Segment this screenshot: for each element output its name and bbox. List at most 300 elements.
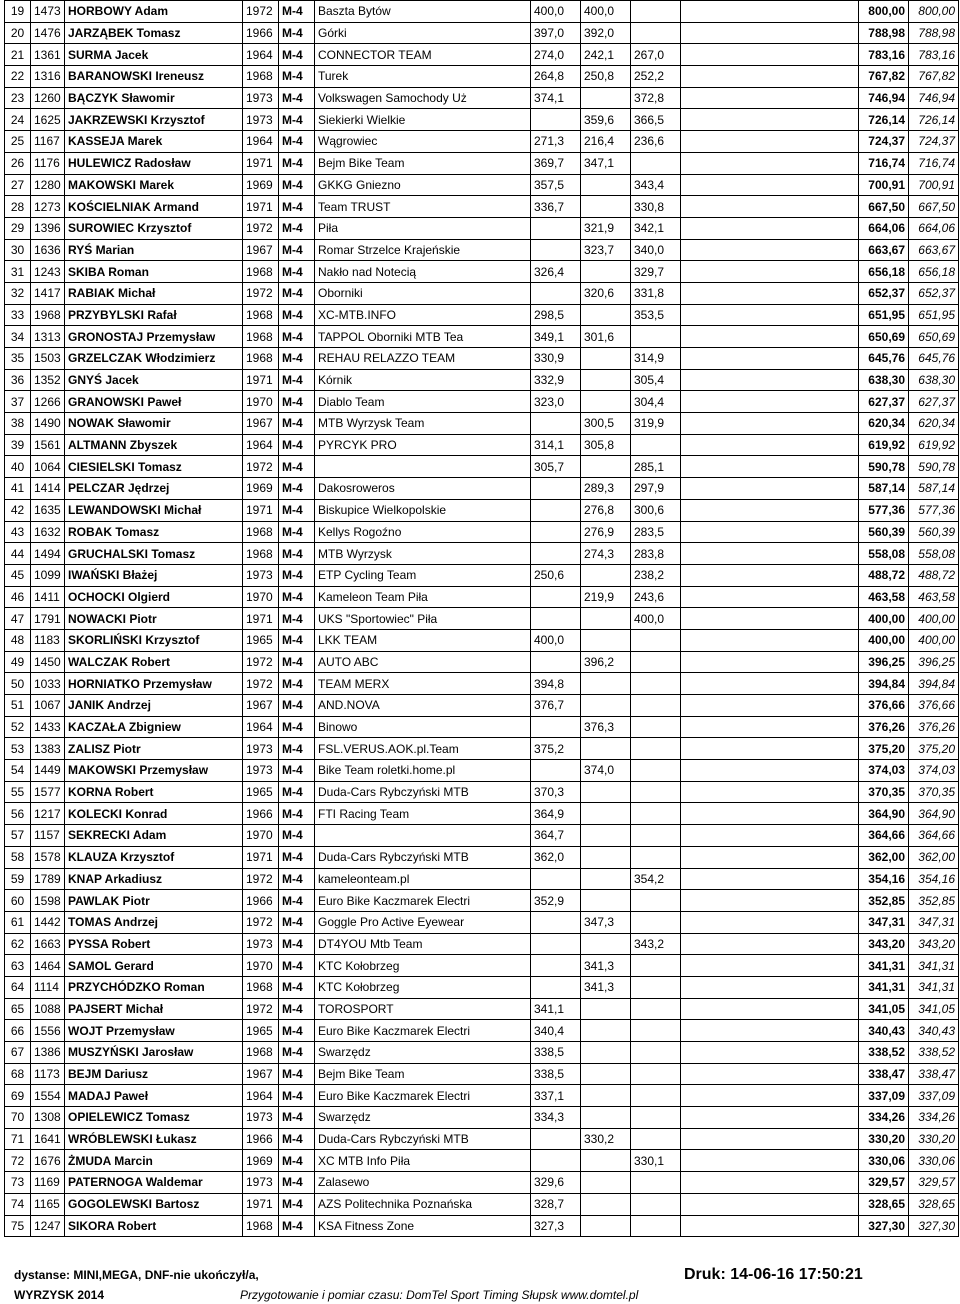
score1-cell: 305,7: [531, 456, 581, 478]
score1-cell: 370,3: [531, 781, 581, 803]
total-cell: 783,16: [859, 44, 909, 66]
place-cell: 73: [5, 1172, 31, 1194]
club-cell: MTB Wyrzysk: [315, 543, 531, 565]
total-cell: 341,31: [859, 976, 909, 998]
place-cell: 45: [5, 564, 31, 586]
spacer-cell: [681, 66, 859, 88]
total-cell: 400,00: [859, 629, 909, 651]
score3-cell: 329,7: [631, 261, 681, 283]
total-italic-cell: 656,18: [909, 261, 959, 283]
total-italic-cell: 664,06: [909, 217, 959, 239]
rider-name-cell: KASSEJA Marek: [65, 131, 243, 153]
score2-cell: 276,8: [581, 499, 631, 521]
bib-cell: 1386: [31, 1042, 65, 1064]
table-row: [5, 955, 959, 977]
score3-cell: 353,5: [631, 304, 681, 326]
rider-name-cell: IWAŃSKI Błażej: [65, 564, 243, 586]
bib-cell: 1414: [31, 478, 65, 500]
score1-cell: [531, 413, 581, 435]
category-cell: M-4: [279, 760, 315, 782]
place-cell: 75: [5, 1215, 31, 1237]
results-table: [4, 0, 959, 1237]
rider-name-cell: GRUCHALSKI Tomasz: [65, 543, 243, 565]
category-cell: M-4: [279, 911, 315, 933]
score2-cell: [581, 781, 631, 803]
score1-cell: [531, 955, 581, 977]
bib-cell: 1632: [31, 521, 65, 543]
rider-name-cell: WOJT Przemysław: [65, 1020, 243, 1042]
total-cell: 327,30: [859, 1215, 909, 1237]
total-cell: 667,50: [859, 196, 909, 218]
table-row: [5, 499, 959, 521]
birth-year-cell: 1972: [243, 282, 279, 304]
birth-year-cell: 1972: [243, 868, 279, 890]
rider-name-cell: SURMA Jacek: [65, 44, 243, 66]
bib-cell: 1280: [31, 174, 65, 196]
total-italic-cell: 645,76: [909, 348, 959, 370]
club-cell: KTC Kołobrzeg: [315, 976, 531, 998]
birth-year-cell: 1967: [243, 695, 279, 717]
total-italic-cell: 327,30: [909, 1215, 959, 1237]
birth-year-cell: 1965: [243, 629, 279, 651]
spacer-cell: [681, 326, 859, 348]
birth-year-cell: 1968: [243, 304, 279, 326]
total-cell: 800,00: [859, 1, 909, 23]
spacer-cell: [681, 369, 859, 391]
score3-cell: [631, 1085, 681, 1107]
table-row: [5, 1172, 959, 1194]
club-cell: Swarzędz: [315, 1107, 531, 1129]
spacer-cell: [681, 976, 859, 998]
spacer-cell: [681, 499, 859, 521]
category-cell: M-4: [279, 66, 315, 88]
place-cell: 60: [5, 890, 31, 912]
total-cell: 362,00: [859, 846, 909, 868]
birth-year-cell: 1964: [243, 1085, 279, 1107]
place-cell: 67: [5, 1042, 31, 1064]
category-cell: M-4: [279, 1063, 315, 1085]
score2-cell: [581, 1020, 631, 1042]
score2-cell: [581, 261, 631, 283]
birth-year-cell: 1968: [243, 976, 279, 998]
total-cell: 656,18: [859, 261, 909, 283]
birth-year-cell: 1972: [243, 1, 279, 23]
spacer-cell: [681, 629, 859, 651]
score1-cell: 336,7: [531, 196, 581, 218]
score1-cell: 340,4: [531, 1020, 581, 1042]
score2-cell: [581, 564, 631, 586]
spacer-cell: [681, 261, 859, 283]
score2-cell: [581, 87, 631, 109]
bib-cell: 1157: [31, 825, 65, 847]
total-cell: 394,84: [859, 673, 909, 695]
category-cell: M-4: [279, 109, 315, 131]
score1-cell: [531, 586, 581, 608]
score1-cell: 337,1: [531, 1085, 581, 1107]
rider-name-cell: PELCZAR Jędrzej: [65, 478, 243, 500]
birth-year-cell: 1964: [243, 716, 279, 738]
place-cell: 41: [5, 478, 31, 500]
category-cell: M-4: [279, 1215, 315, 1237]
score1-cell: 400,0: [531, 629, 581, 651]
total-italic-cell: 746,94: [909, 87, 959, 109]
category-cell: M-4: [279, 608, 315, 630]
bib-cell: 1169: [31, 1172, 65, 1194]
score2-cell: [581, 608, 631, 630]
score3-cell: [631, 673, 681, 695]
bib-cell: 1247: [31, 1215, 65, 1237]
score1-cell: 328,7: [531, 1193, 581, 1215]
place-cell: 39: [5, 434, 31, 456]
score2-cell: [581, 174, 631, 196]
total-italic-cell: 619,92: [909, 434, 959, 456]
spacer-cell: [681, 673, 859, 695]
birth-year-cell: 1971: [243, 152, 279, 174]
table-row: [5, 890, 959, 912]
score3-cell: 304,4: [631, 391, 681, 413]
total-cell: 620,34: [859, 413, 909, 435]
rider-name-cell: PATERNOGA Waldemar: [65, 1172, 243, 1194]
spacer-cell: [681, 955, 859, 977]
place-cell: 25: [5, 131, 31, 153]
score3-cell: 319,9: [631, 413, 681, 435]
total-italic-cell: 726,14: [909, 109, 959, 131]
rider-name-cell: HULEWICZ Radosław: [65, 152, 243, 174]
spacer-cell: [681, 586, 859, 608]
score2-cell: 374,0: [581, 760, 631, 782]
rider-name-cell: SUROWIEC Krzysztof: [65, 217, 243, 239]
category-cell: M-4: [279, 44, 315, 66]
score1-cell: [531, 911, 581, 933]
table-row: [5, 976, 959, 998]
total-italic-cell: 788,98: [909, 22, 959, 44]
category-cell: M-4: [279, 868, 315, 890]
birth-year-cell: 1973: [243, 760, 279, 782]
table-row: [5, 998, 959, 1020]
table-row: [5, 564, 959, 586]
birth-year-cell: 1973: [243, 87, 279, 109]
bib-cell: 1088: [31, 998, 65, 1020]
category-cell: M-4: [279, 22, 315, 44]
score3-cell: 243,6: [631, 586, 681, 608]
bib-cell: 1352: [31, 369, 65, 391]
score3-cell: 354,2: [631, 868, 681, 890]
place-cell: 34: [5, 326, 31, 348]
score2-cell: 330,2: [581, 1128, 631, 1150]
bib-cell: 1556: [31, 1020, 65, 1042]
category-cell: M-4: [279, 1172, 315, 1194]
club-cell: Euro Bike Kaczmarek Electri: [315, 1085, 531, 1107]
category-cell: M-4: [279, 1193, 315, 1215]
total-italic-cell: 590,78: [909, 456, 959, 478]
place-cell: 24: [5, 109, 31, 131]
total-cell: 590,78: [859, 456, 909, 478]
place-cell: 35: [5, 348, 31, 370]
table-row: [5, 1085, 959, 1107]
score1-cell: 394,8: [531, 673, 581, 695]
spacer-cell: [681, 217, 859, 239]
total-italic-cell: 352,85: [909, 890, 959, 912]
birth-year-cell: 1972: [243, 998, 279, 1020]
place-cell: 49: [5, 651, 31, 673]
rider-name-cell: PRZYBYLSKI Rafał: [65, 304, 243, 326]
score1-cell: 357,5: [531, 174, 581, 196]
score1-cell: 314,1: [531, 434, 581, 456]
bib-cell: 1114: [31, 976, 65, 998]
spacer-cell: [681, 152, 859, 174]
birth-year-cell: 1964: [243, 44, 279, 66]
total-italic-cell: 362,00: [909, 846, 959, 868]
place-cell: 74: [5, 1193, 31, 1215]
score1-cell: [531, 608, 581, 630]
score3-cell: 305,4: [631, 369, 681, 391]
total-cell: 627,37: [859, 391, 909, 413]
category-cell: M-4: [279, 521, 315, 543]
score3-cell: 238,2: [631, 564, 681, 586]
total-italic-cell: 627,37: [909, 391, 959, 413]
bib-cell: 1167: [31, 131, 65, 153]
score3-cell: [631, 1172, 681, 1194]
place-cell: 43: [5, 521, 31, 543]
total-cell: 337,09: [859, 1085, 909, 1107]
category-cell: M-4: [279, 304, 315, 326]
category-cell: M-4: [279, 391, 315, 413]
score2-cell: 347,3: [581, 911, 631, 933]
place-cell: 32: [5, 282, 31, 304]
bib-cell: 1442: [31, 911, 65, 933]
category-cell: M-4: [279, 629, 315, 651]
total-cell: 375,20: [859, 738, 909, 760]
rider-name-cell: CIESIELSKI Tomasz: [65, 456, 243, 478]
birth-year-cell: 1966: [243, 890, 279, 912]
table-row: [5, 369, 959, 391]
score3-cell: [631, 434, 681, 456]
total-italic-cell: 620,34: [909, 413, 959, 435]
score2-cell: 276,9: [581, 521, 631, 543]
total-italic-cell: 364,90: [909, 803, 959, 825]
score2-cell: 219,9: [581, 586, 631, 608]
footer-distances: dystanse: MINI,MEGA, DNF-nie ukończył/a,: [14, 1268, 259, 1282]
spacer-cell: [681, 1020, 859, 1042]
score1-cell: 326,4: [531, 261, 581, 283]
category-cell: M-4: [279, 478, 315, 500]
score1-cell: 264,8: [531, 66, 581, 88]
score1-cell: [531, 716, 581, 738]
rider-name-cell: WALCZAK Robert: [65, 651, 243, 673]
club-cell: Piła: [315, 217, 531, 239]
total-cell: 650,69: [859, 326, 909, 348]
club-cell: Wągrowiec: [315, 131, 531, 153]
total-cell: 364,90: [859, 803, 909, 825]
score1-cell: [531, 282, 581, 304]
score3-cell: 342,1: [631, 217, 681, 239]
category-cell: M-4: [279, 1085, 315, 1107]
total-italic-cell: 341,31: [909, 976, 959, 998]
bib-cell: 1308: [31, 1107, 65, 1129]
club-cell: TAPPOL Oborniki MTB Tea: [315, 326, 531, 348]
total-cell: 376,26: [859, 716, 909, 738]
rider-name-cell: RABIAK Michał: [65, 282, 243, 304]
score1-cell: [531, 868, 581, 890]
score2-cell: [581, 391, 631, 413]
score2-cell: [581, 868, 631, 890]
total-italic-cell: 638,30: [909, 369, 959, 391]
table-row: [5, 1128, 959, 1150]
score2-cell: 242,1: [581, 44, 631, 66]
category-cell: M-4: [279, 131, 315, 153]
club-cell: Swarzędz: [315, 1042, 531, 1064]
total-cell: 560,39: [859, 521, 909, 543]
club-cell: Oborniki: [315, 282, 531, 304]
table-row: [5, 543, 959, 565]
footer-print-date: Druk: 14-06-16 17:50:21: [684, 1266, 863, 1283]
score1-cell: [531, 543, 581, 565]
score3-cell: [631, 326, 681, 348]
category-cell: M-4: [279, 543, 315, 565]
club-cell: Zalasewo: [315, 1172, 531, 1194]
rider-name-cell: MAKOWSKI Marek: [65, 174, 243, 196]
bib-cell: 1243: [31, 261, 65, 283]
spacer-cell: [681, 760, 859, 782]
table-row: [5, 629, 959, 651]
birth-year-cell: 1971: [243, 196, 279, 218]
total-cell: 328,65: [859, 1193, 909, 1215]
total-italic-cell: 338,52: [909, 1042, 959, 1064]
total-cell: 341,05: [859, 998, 909, 1020]
category-cell: M-4: [279, 369, 315, 391]
club-cell: Kórnik: [315, 369, 531, 391]
total-cell: 664,06: [859, 217, 909, 239]
total-italic-cell: 375,20: [909, 738, 959, 760]
table-row: [5, 131, 959, 153]
table-row: [5, 781, 959, 803]
rider-name-cell: JARZĄBEK Tomasz: [65, 22, 243, 44]
total-cell: 726,14: [859, 109, 909, 131]
score1-cell: [531, 217, 581, 239]
birth-year-cell: 1967: [243, 1063, 279, 1085]
spacer-cell: [681, 695, 859, 717]
table-row: [5, 760, 959, 782]
birth-year-cell: 1973: [243, 1107, 279, 1129]
total-cell: 370,35: [859, 781, 909, 803]
score1-cell: 364,9: [531, 803, 581, 825]
score1-cell: 374,1: [531, 87, 581, 109]
birth-year-cell: 1972: [243, 911, 279, 933]
spacer-cell: [681, 890, 859, 912]
score3-cell: [631, 760, 681, 782]
birth-year-cell: 1968: [243, 261, 279, 283]
bib-cell: 1503: [31, 348, 65, 370]
total-italic-cell: 341,05: [909, 998, 959, 1020]
score2-cell: [581, 1150, 631, 1172]
total-italic-cell: 334,26: [909, 1107, 959, 1129]
score2-cell: 305,8: [581, 434, 631, 456]
spacer-cell: [681, 716, 859, 738]
total-italic-cell: 341,31: [909, 955, 959, 977]
bib-cell: 1554: [31, 1085, 65, 1107]
spacer-cell: [681, 348, 859, 370]
table-row: [5, 1193, 959, 1215]
score1-cell: [531, 976, 581, 998]
spacer-cell: [681, 44, 859, 66]
bib-cell: 1641: [31, 1128, 65, 1150]
category-cell: M-4: [279, 326, 315, 348]
club-cell: KTC Kołobrzeg: [315, 955, 531, 977]
score2-cell: 320,6: [581, 282, 631, 304]
birth-year-cell: 1971: [243, 1193, 279, 1215]
rider-name-cell: KLAUZA Krzysztof: [65, 846, 243, 868]
table-row: [5, 695, 959, 717]
score2-cell: [581, 1063, 631, 1085]
score1-cell: 329,6: [531, 1172, 581, 1194]
rider-name-cell: WRÓBLEWSKI Łukasz: [65, 1128, 243, 1150]
spacer-cell: [681, 282, 859, 304]
table-row: [5, 413, 959, 435]
place-cell: 51: [5, 695, 31, 717]
place-cell: 68: [5, 1063, 31, 1085]
club-cell: Romar Strzelce Krajeńskie: [315, 239, 531, 261]
spacer-cell: [681, 456, 859, 478]
bib-cell: 1473: [31, 1, 65, 23]
total-italic-cell: 370,35: [909, 781, 959, 803]
table-row: [5, 673, 959, 695]
place-cell: 37: [5, 391, 31, 413]
total-cell: 400,00: [859, 608, 909, 630]
table-row: [5, 87, 959, 109]
club-cell: FTI Racing Team: [315, 803, 531, 825]
score1-cell: 330,9: [531, 348, 581, 370]
score3-cell: 330,8: [631, 196, 681, 218]
total-cell: 374,03: [859, 760, 909, 782]
birth-year-cell: 1973: [243, 109, 279, 131]
table-row: [5, 521, 959, 543]
rider-name-cell: KORNA Robert: [65, 781, 243, 803]
score3-cell: 366,5: [631, 109, 681, 131]
bib-cell: 1361: [31, 44, 65, 66]
category-cell: M-4: [279, 976, 315, 998]
bib-cell: 1165: [31, 1193, 65, 1215]
rider-name-cell: KOŚCIELNIAK Armand: [65, 196, 243, 218]
total-italic-cell: 724,37: [909, 131, 959, 153]
total-italic-cell: 328,65: [909, 1193, 959, 1215]
birth-year-cell: 1970: [243, 586, 279, 608]
club-cell: TOROSPORT: [315, 998, 531, 1020]
spacer-cell: [681, 109, 859, 131]
footer-event: WYRZYSK 2014: [14, 1288, 105, 1302]
table-row: [5, 196, 959, 218]
score1-cell: 400,0: [531, 1, 581, 23]
place-cell: 65: [5, 998, 31, 1020]
spacer-cell: [681, 413, 859, 435]
score1-cell: 375,2: [531, 738, 581, 760]
total-cell: 716,74: [859, 152, 909, 174]
score2-cell: 216,4: [581, 131, 631, 153]
total-cell: 463,58: [859, 586, 909, 608]
club-cell: Duda-Cars Rybczyński MTB: [315, 781, 531, 803]
rider-name-cell: MADAJ Paweł: [65, 1085, 243, 1107]
total-italic-cell: 767,82: [909, 66, 959, 88]
club-cell: Euro Bike Kaczmarek Electri: [315, 890, 531, 912]
rider-name-cell: GNYŚ Jacek: [65, 369, 243, 391]
club-cell: [315, 825, 531, 847]
category-cell: M-4: [279, 1, 315, 23]
score3-cell: 314,9: [631, 348, 681, 370]
score3-cell: [631, 1193, 681, 1215]
total-italic-cell: 463,58: [909, 586, 959, 608]
total-cell: 343,20: [859, 933, 909, 955]
table-row: [5, 22, 959, 44]
score3-cell: [631, 1107, 681, 1129]
